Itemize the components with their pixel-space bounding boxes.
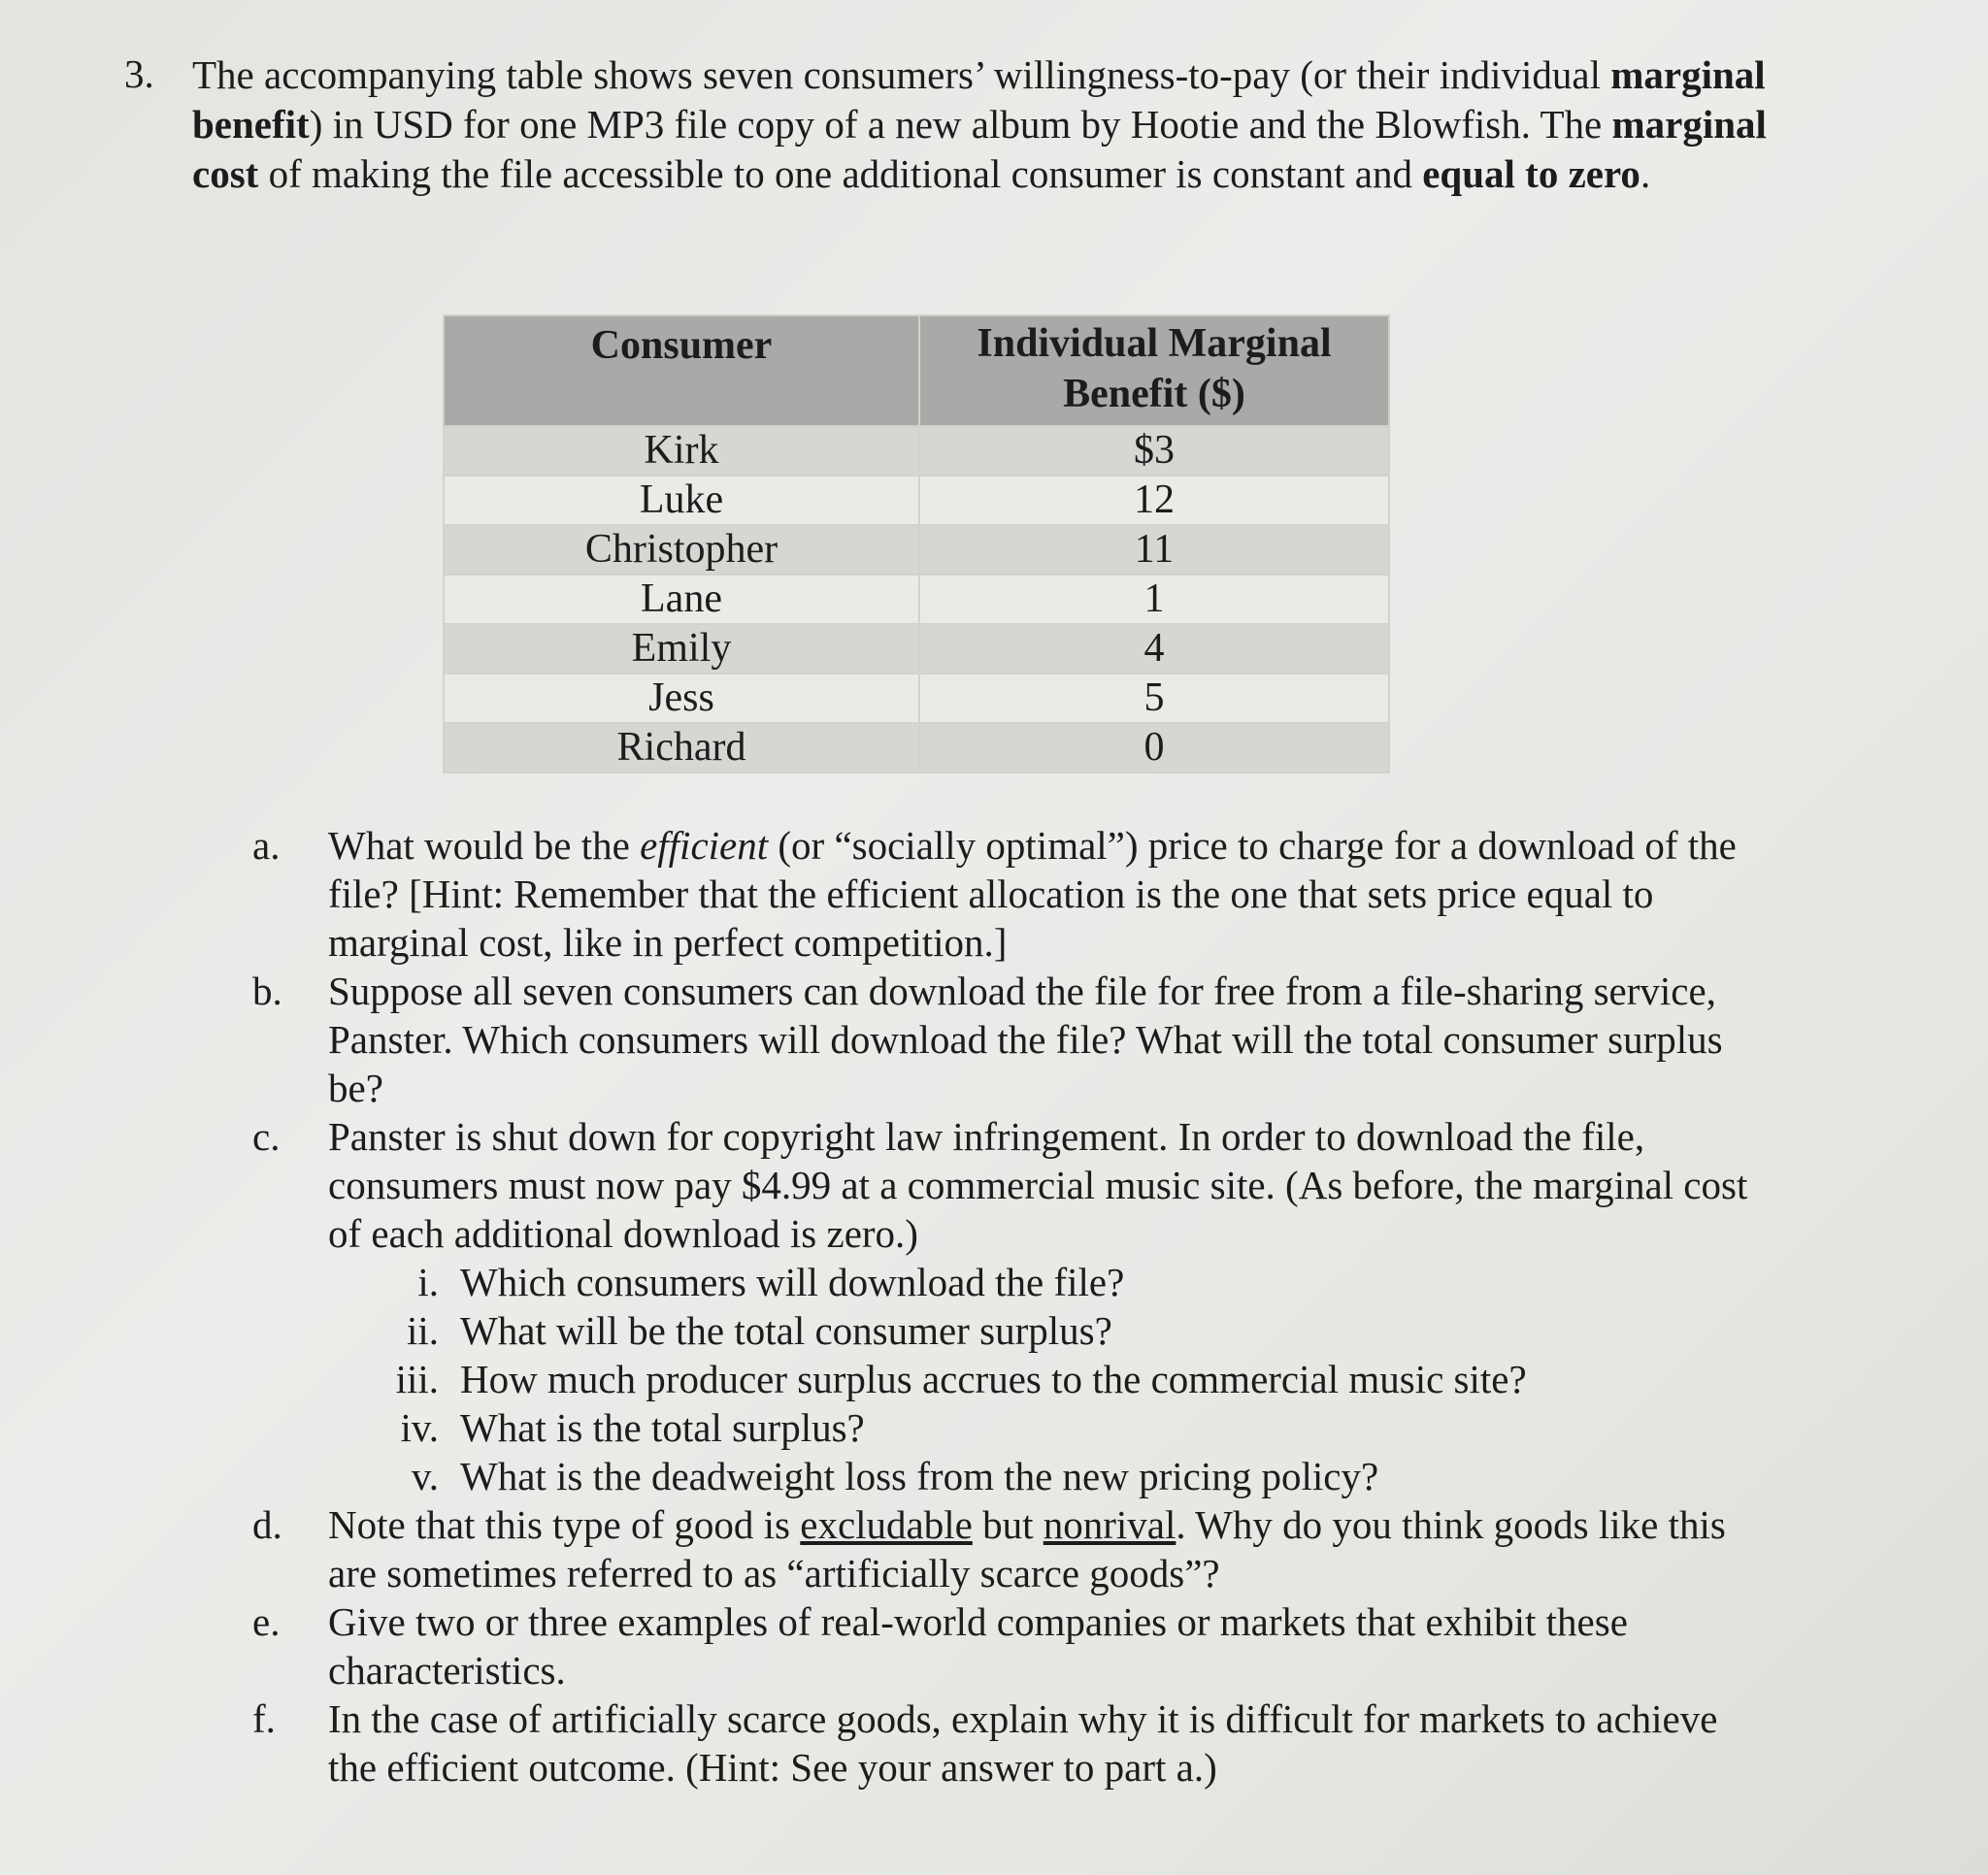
table-row <box>444 575 1389 624</box>
header-benefit: Individual Marginal Benefit ($) <box>919 315 1389 426</box>
cell-consumer: Jess <box>444 674 919 723</box>
part-e <box>252 1597 1767 1694</box>
sub-label: i. <box>417 1260 439 1304</box>
term-excludable: excludable <box>800 1502 973 1547</box>
part-label: e. <box>252 1599 281 1644</box>
part-label: a. <box>252 823 281 868</box>
cell-consumer: Christopher <box>444 525 919 575</box>
part-d <box>252 1500 1767 1597</box>
part-label: c. <box>252 1114 281 1159</box>
cell-consumer: Emily <box>444 624 919 674</box>
term-equal-to-zero: equal to zero <box>1422 151 1640 196</box>
cell-benefit: 1 <box>919 575 1389 624</box>
cell-benefit: 0 <box>919 723 1389 773</box>
sub-text: How much producer surplus accrues to the commercial music site? <box>460 1357 1527 1401</box>
sub-text: What will be the total consumer surplus? <box>460 1308 1112 1353</box>
part-f <box>252 1694 1767 1792</box>
part-a <box>252 821 1767 967</box>
table-row <box>444 426 1389 476</box>
sub-label: v. <box>411 1454 439 1498</box>
part-text: Suppose all seven consumers can download the file for free from a file-sharing service, Panster. Which consumers will download the file? What will the total consumer surplus be? <box>328 969 1723 1110</box>
cell-benefit: $3 <box>919 426 1389 476</box>
part-label: f. <box>252 1696 276 1741</box>
sub-text: Which consumers will download the file? <box>460 1260 1125 1304</box>
table-row <box>444 674 1389 723</box>
part-c-sub-i <box>359 1258 1767 1306</box>
cell-consumer: Richard <box>444 723 919 773</box>
table-row <box>444 476 1389 525</box>
sub-label: iv. <box>400 1405 439 1450</box>
cell-benefit: 11 <box>919 525 1389 575</box>
part-text: Give two or three examples of real-world companies or markets that exhibit these characteristics. <box>328 1599 1628 1693</box>
part-c-sub-iv <box>359 1403 1767 1452</box>
cell-consumer: Kirk <box>444 426 919 476</box>
part-text: Panster is shut down for copyright law infringement. In order to download the file, consumers must now pay $4.99 at a commercial music site. (As before, the marginal cost of each additional download is zero.) <box>328 1114 1748 1256</box>
sub-label: ii. <box>406 1308 439 1353</box>
marginal-benefit-table <box>443 314 1390 773</box>
question-intro: The accompanying table shows seven consumers’ willingness-to-pay (or their individual marginal benefit) in USD for one MP3 file copy of a new album by Hootie and the Blowfish. The marginal cost of making the file accessible to one additional consumer is constant and equal to zero. <box>192 52 1767 196</box>
part-c <box>252 1112 1767 1258</box>
cell-benefit: 5 <box>919 674 1389 723</box>
part-text: What would be the efficient (or “socially optimal”) price to charge for a download of the file? [Hint: Remember that the efficient allocation is the one that sets price equal to marginal cost, like in perfect competition.] <box>328 823 1737 965</box>
part-label: b. <box>252 969 282 1013</box>
term-marginal-cost: marginal cost <box>192 102 1767 196</box>
part-label: d. <box>252 1502 282 1547</box>
question-number: 3. <box>124 51 154 96</box>
table-row <box>444 624 1389 674</box>
cell-consumer: Luke <box>444 476 919 525</box>
part-c-sub-ii <box>359 1306 1767 1355</box>
table-row <box>444 723 1389 773</box>
header-consumer: Consumer <box>444 315 919 426</box>
sub-text: What is the deadweight loss from the new pricing policy? <box>460 1454 1379 1498</box>
table-row <box>444 525 1389 575</box>
cell-benefit: 4 <box>919 624 1389 674</box>
table-header-row <box>444 315 1389 426</box>
term-nonrival: nonrival <box>1043 1502 1176 1547</box>
sub-text: What is the total surplus? <box>460 1405 865 1450</box>
part-c-sub-v <box>359 1452 1767 1500</box>
cell-consumer: Lane <box>444 575 919 624</box>
cell-benefit: 12 <box>919 476 1389 525</box>
part-c-sub-iii <box>359 1355 1767 1403</box>
term-marginal-benefit: marginal benefit <box>192 52 1766 147</box>
part-b <box>252 967 1767 1112</box>
question-parts <box>252 821 1767 1792</box>
part-text: Note that this type of good is excludable but nonrival. Why do you think goods like this are sometimes referred to as “artificially scarce goods”? <box>328 1502 1726 1595</box>
sub-label: iii. <box>395 1357 439 1401</box>
part-text: In the case of artificially scarce goods, explain why it is difficult for markets to achieve the efficient outcome. (Hint: See your answer to part a.) <box>328 1696 1718 1790</box>
